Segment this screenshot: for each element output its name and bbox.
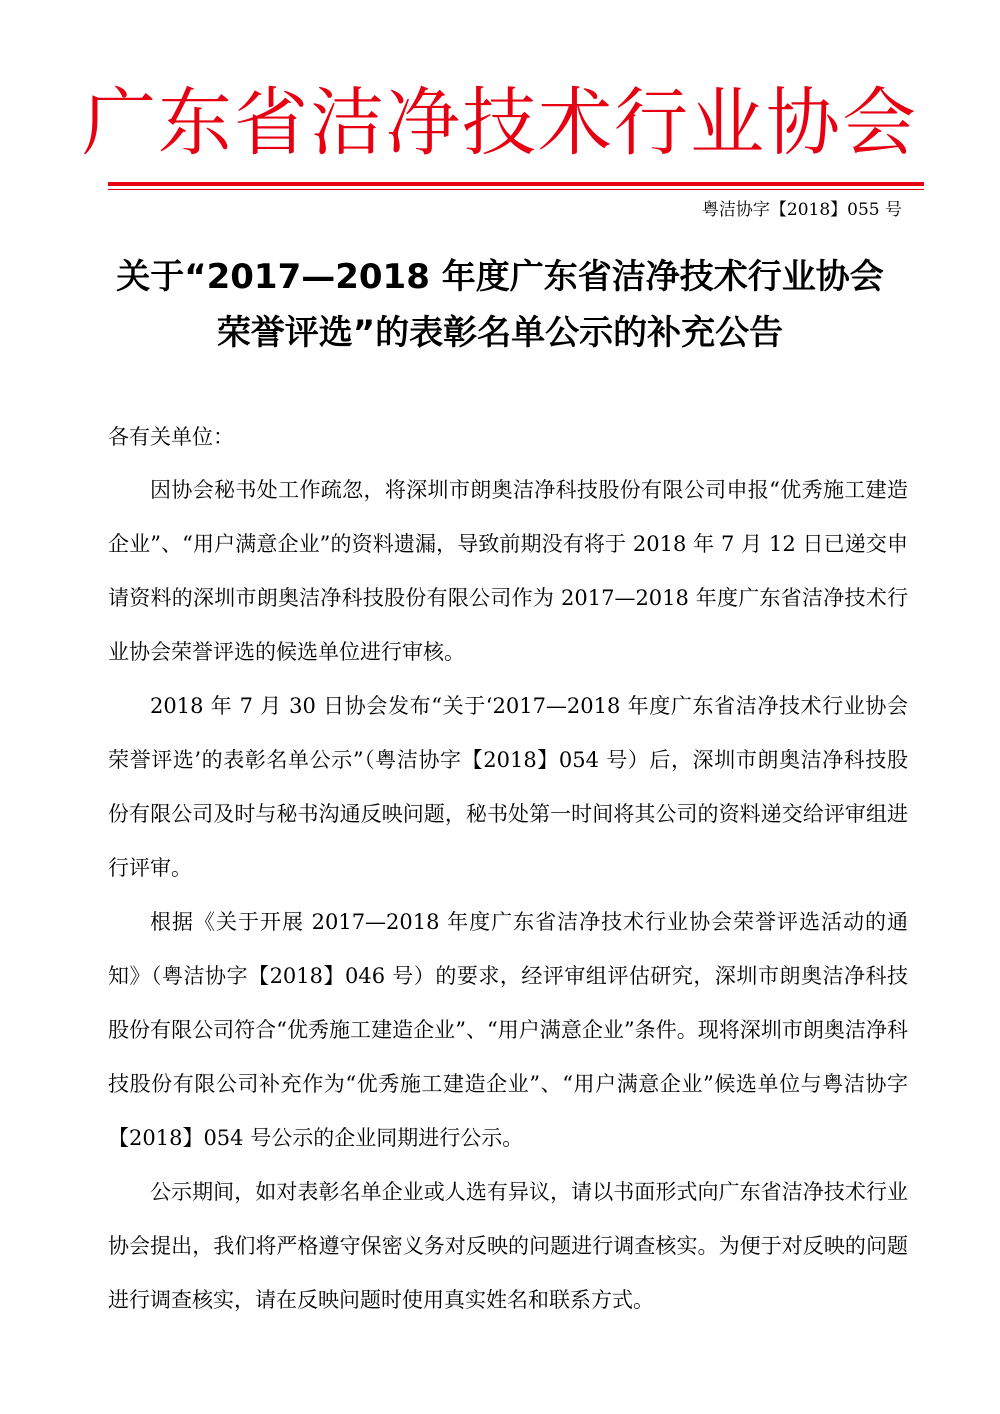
organization-masthead: 广东省洁净技术行业协会 [82,80,918,166]
document-title-line-2: 荣誉评选”的表彰名单公示的补充公告 [216,313,784,353]
body-paragraph: 公示期间，如对表彰名单企业或人选有异议，请以书面形式向广东省洁净技术行业协会提出，我们将严格遵守保密义务对反映的问题进行调查核实。为便于对反映的问题进行调查核实，请在反映问题时使用真实姓名和联系方式。 [108,1180,908,1312]
body-paragraph: 2018 年 7 月 30 日协会发布“关于‘2017—2018 年度广东省洁净技术行业协会荣誉评选’的表彰名单公示”（粤洁协字【2018】054 号）后，深圳市朗奥洁净科技股份有限公司及时与秘书沟通反映问题，秘书处第一时间将其公司的资料递交给评审组进行评审。 [108,694,908,880]
body-paragraph: 因协会秘书处工作疏忽，将深圳市朗奥洁净科技股份有限公司申报“优秀施工建造企业”、“用户满意企业”的资料遗漏，导致前期没有将于 2018 年 7 月 12 日已递交申请资料的深圳市朗奥洁净科技股份有限公司作为 2017—2018 年度广东省洁净技术行业协会荣誉评选的候选单位进行审核。 [108,478,908,664]
document-body [108,463,908,1327]
masthead-rule-thick [108,182,924,186]
masthead-rule-thin [108,189,924,190]
body-paragraph: 根据《关于开展 2017—2018 年度广东省洁净技术行业协会荣誉评选活动的通知》（粤洁协字【2018】046 号）的要求，经评审组评估研究，深圳市朗奥洁净科技股份有限公司符合“优秀施工建造企业”、“用户满意企业”条件。现将深圳市朗奥洁净科技股份有限公司补充作为“优秀施工建造企业”、“用户满意企业”候选单位与粤洁协字【2018】054 号公示的企业同期进行公示。 [108,910,908,1150]
document-number: 粤洁协字【2018】055 号 [701,200,902,220]
salutation: 各有关单位： [108,425,234,449]
document-title-line-1: 关于“2017—2018 年度广东省洁净技术行业协会 [116,257,884,297]
